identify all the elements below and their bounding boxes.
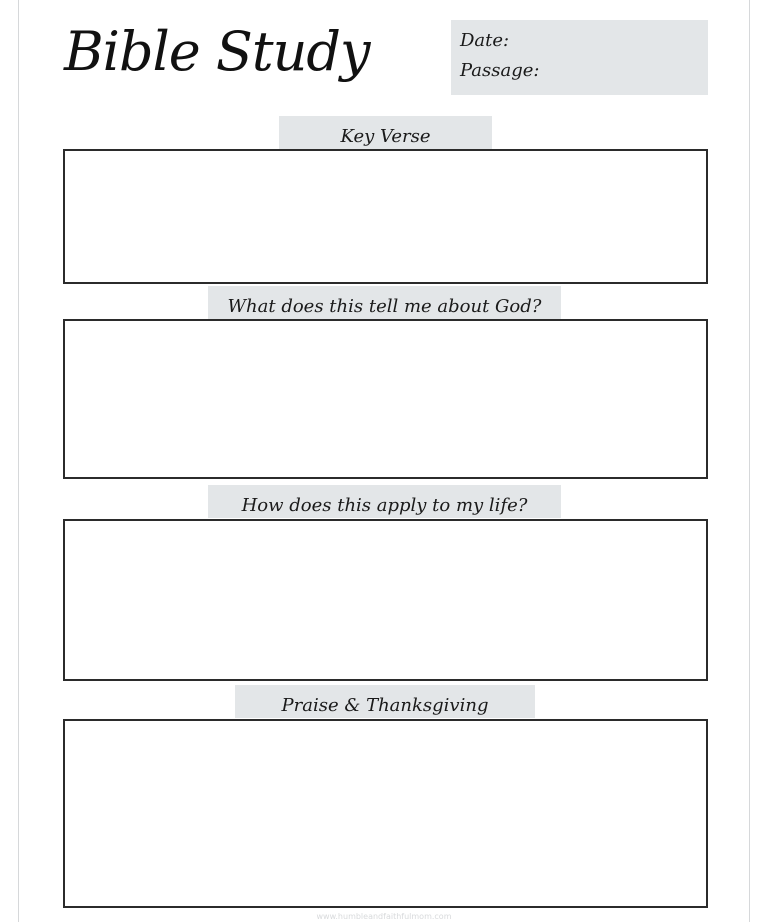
write-area-apply-to-life[interactable] xyxy=(63,519,708,681)
section-label-praise-thanksgiving: Praise & Thanksgiving xyxy=(235,685,535,718)
footer-watermark: www.humbleandfaithfulmom.com xyxy=(316,912,452,921)
write-area-praise-thanksgiving[interactable] xyxy=(63,719,708,908)
write-area-key-verse[interactable] xyxy=(63,149,708,284)
write-area-about-god[interactable] xyxy=(63,319,708,479)
section-label-about-god: What does this tell me about God? xyxy=(208,286,561,319)
date-passage-box xyxy=(451,20,708,95)
page-title: Bible Study xyxy=(64,20,370,83)
passage-label: Passage: xyxy=(460,60,540,81)
date-label: Date: xyxy=(460,30,510,51)
section-label-apply-to-life: How does this apply to my life? xyxy=(208,485,561,518)
section-label-key-verse: Key Verse xyxy=(279,116,492,149)
